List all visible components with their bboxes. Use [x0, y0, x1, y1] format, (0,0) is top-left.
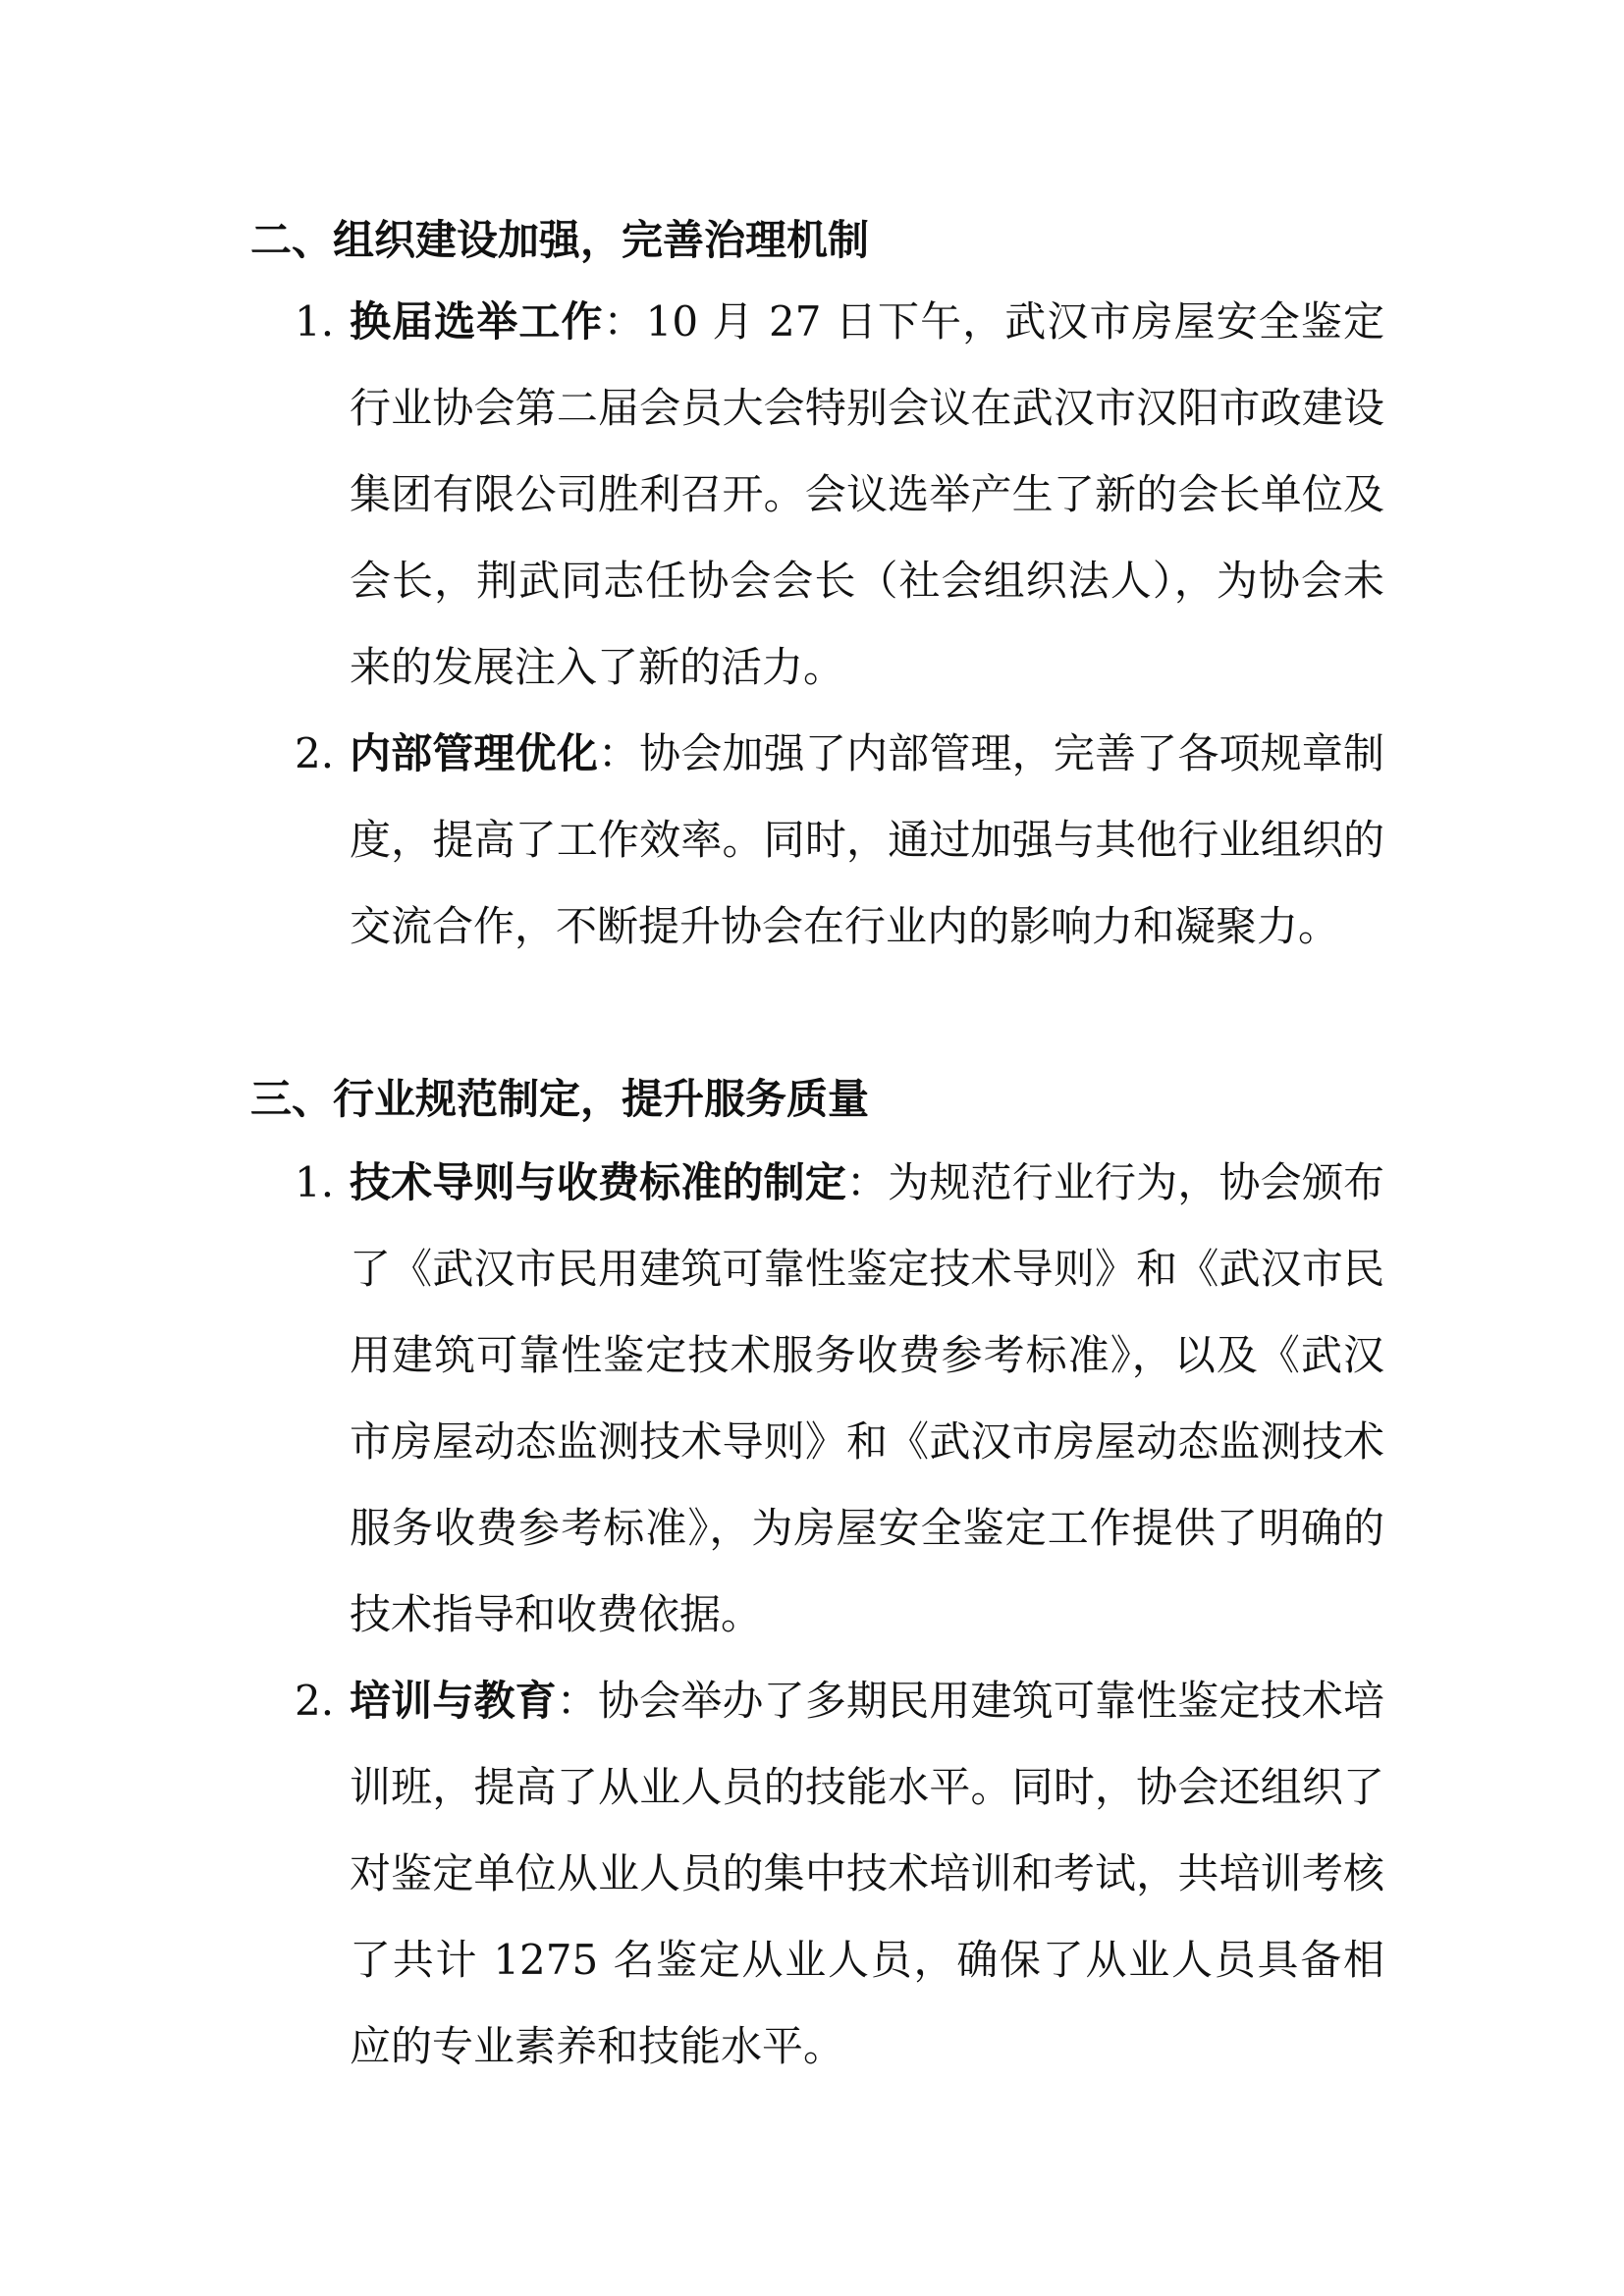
list-item-number: 1.: [295, 1158, 335, 1206]
section-heading-organization: 二、组织建设加强，完善治理机制: [250, 216, 870, 264]
section-heading-standards: 三、行业规范制定，提升服务质量: [250, 1075, 870, 1123]
list-item-text: ：10 月 27 日下午，武汉市房屋安全鉴定行业协会第二届会员大会特别会议在武汉市汉阳市政建设集团有限公司胜利召开。会议选举产生了新的会长单位及会长，荆武同志任协会会长（社会组织法人），为协会未来的发展注入了新的活力。: [350, 297, 1384, 691]
list-item-body: [350, 1658, 1384, 2090]
list-item-election: [295, 279, 1384, 711]
list-item-title: 技术导则与收费标准的制定: [350, 1158, 846, 1206]
list-item-training: [295, 1658, 1384, 2090]
list-item-internal-management: [295, 711, 1384, 970]
list-item-number: 2.: [295, 1677, 335, 1725]
list-item-text: ：协会加强了内部管理，完善了各项规章制度，提高了工作效率。同时，通过加强与其他行业组织的交流合作，不断提升协会在行业内的影响力和凝聚力。: [350, 729, 1384, 950]
list-item-title: 培训与教育: [350, 1677, 557, 1725]
list-item-body: [350, 1140, 1384, 1658]
list-item-title: 内部管理优化: [350, 729, 598, 777]
list-item-text: ：为规范行业行为，协会颁布了《武汉市民用建筑可靠性鉴定技术导则》和《武汉市民用建筑可靠性鉴定技术服务收费参考标准》，以及《武汉市房屋动态监测技术导则》和《武汉市房屋动态监测技术服务收费参考标准》，为房屋安全鉴定工作提供了明确的技术指导和收费依据。: [350, 1158, 1384, 1638]
list-item-title: 换届选举工作: [350, 297, 604, 346]
list-item-body: [350, 279, 1384, 711]
list-item-technical-guidelines: [295, 1140, 1384, 1658]
list-item-number: 1.: [295, 297, 335, 346]
list-item-text: ：协会举办了多期民用建筑可靠性鉴定技术培训班，提高了从业人员的技能水平。同时，协会还组织了对鉴定单位从业人员的集中技术培训和考试，共培训考核了共计 1275 名鉴定从业人员，确保了从业人员具备相应的专业素养和技能水平。: [350, 1677, 1384, 2070]
list-item-number: 2.: [295, 729, 335, 777]
list-item-body: [350, 711, 1384, 970]
